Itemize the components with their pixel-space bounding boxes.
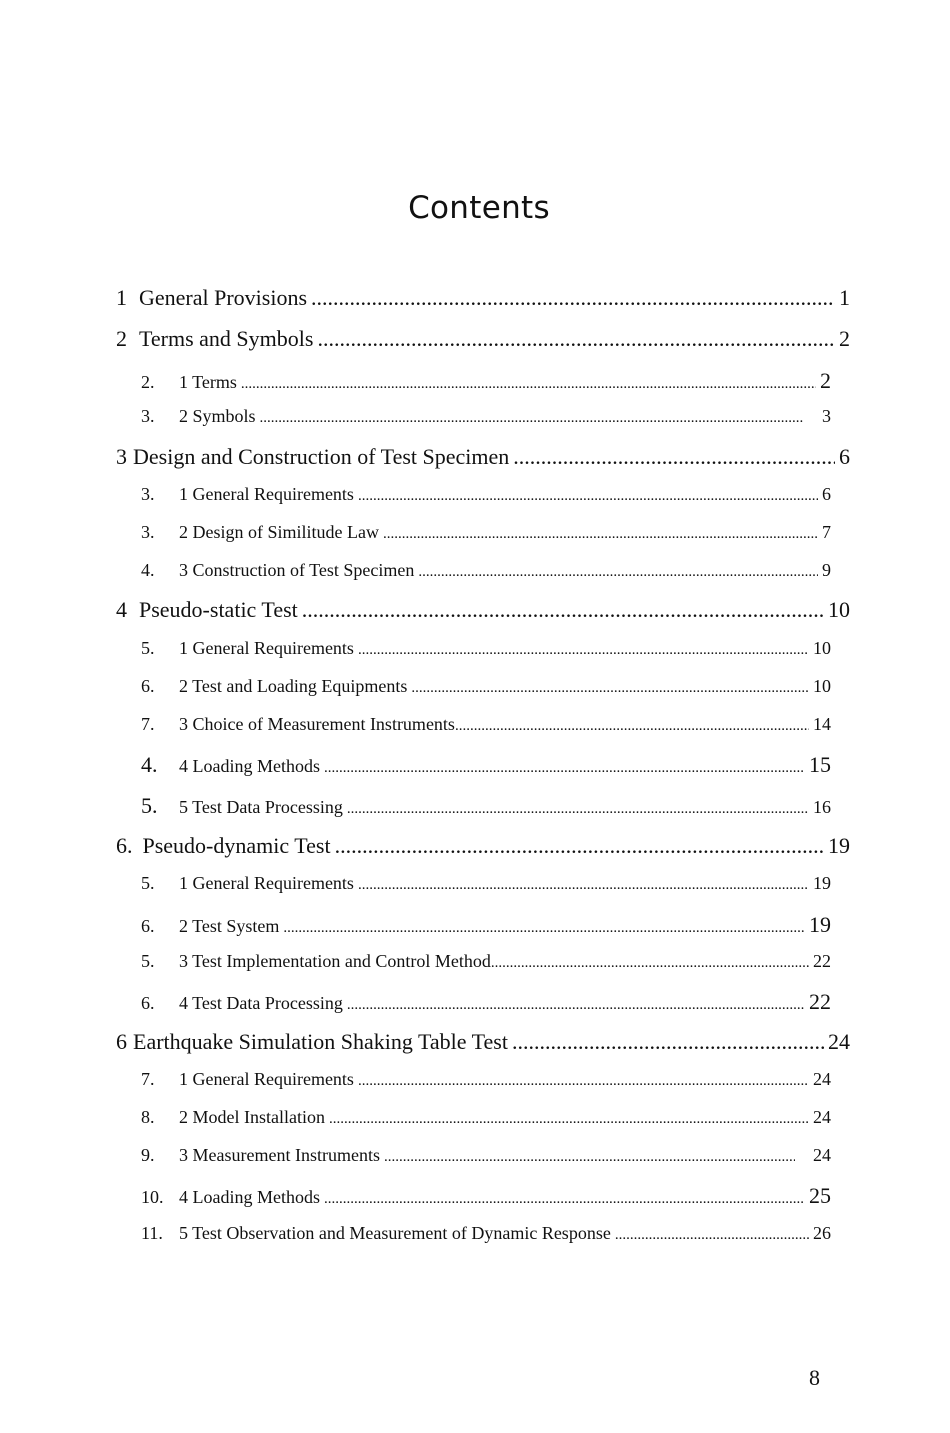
toc-leader-dots: [418, 564, 818, 581]
toc-entry[interactable]: [116, 285, 850, 319]
toc-leader-dots: [513, 444, 835, 470]
toc-entry-page: 24: [813, 1107, 831, 1127]
toc-entry-label: Earthquake Simulation Shaking Table Test: [133, 1029, 508, 1054]
toc-entry-page: 7: [822, 522, 831, 542]
toc-entry-number: 5.: [141, 793, 158, 818]
toc-leader-dots: [324, 1191, 805, 1208]
toc-entry-number: 4.: [141, 560, 155, 580]
toc-entry-page: 24: [828, 1029, 850, 1054]
toc-entry[interactable]: [116, 326, 850, 360]
toc-entry-label: 3 Measurement Instruments: [179, 1145, 380, 1165]
toc-entry-page: 1: [839, 285, 850, 310]
toc-entry-number: 6.: [141, 676, 155, 696]
toc-entry-page: 9: [822, 560, 831, 580]
toc-entry-label: 2 Test and Loading Equipments: [179, 676, 408, 696]
toc-subentry[interactable]: [141, 1223, 831, 1253]
toc-entry-label: Design and Construction of Test Specimen: [133, 444, 510, 469]
toc-entry-page: 24: [813, 1145, 831, 1165]
toc-subentry[interactable]: [141, 638, 831, 668]
toc-subentry[interactable]: [141, 484, 831, 514]
toc-entry-label: 2 Symbols: [179, 406, 256, 426]
toc-entry-label: 2 Design of Similitude Law: [179, 522, 379, 542]
toc-entry-number: 5.: [141, 873, 155, 893]
toc-leader-dots: [384, 1149, 795, 1166]
toc-subentry[interactable]: [141, 522, 831, 552]
toc-subentry[interactable]: [141, 560, 831, 590]
toc-leader-dots: [491, 955, 809, 972]
toc-entry-label: Terms and Symbols: [139, 326, 314, 351]
toc-leader-dots: [317, 326, 835, 352]
toc-entry-number: 6.: [141, 916, 155, 936]
toc-entry-number: 4: [116, 597, 127, 622]
toc-subentry[interactable]: [141, 912, 831, 942]
toc-subentry[interactable]: [141, 989, 831, 1019]
toc-entry-page: 19: [813, 873, 831, 893]
toc-leader-dots: [411, 680, 809, 697]
toc-entry-number: 2.: [141, 372, 155, 392]
toc-entry-label: 3 Test Implementation and Control Method: [179, 951, 491, 971]
toc-entry-label: Pseudo-static Test: [139, 597, 298, 622]
toc-entry-page: 14: [813, 714, 831, 734]
toc-subentry[interactable]: [141, 1145, 831, 1175]
footer-page-number: 8: [809, 1365, 820, 1390]
toc-entry-number: 7.: [141, 714, 155, 734]
toc-leader-dots: [260, 410, 804, 427]
toc-entry-number: 11.: [141, 1223, 163, 1243]
toc-leader-dots: [455, 718, 809, 735]
toc-entry-label: 1 General Requirements: [179, 1069, 354, 1089]
toc-entry-number: 5.: [141, 951, 155, 971]
toc-leader-dots: [335, 833, 824, 859]
toc-leader-dots: [302, 597, 824, 623]
toc-leader-dots: [311, 285, 835, 311]
toc-leader-dots: [329, 1111, 809, 1128]
toc-entry-number: 10.: [141, 1187, 164, 1207]
toc-subentry[interactable]: [141, 368, 831, 398]
toc-entry-page: 2: [839, 326, 850, 351]
toc-entry-number: 3: [116, 444, 127, 469]
toc-entry-page: 10: [828, 597, 850, 622]
toc-entry-number: 4.: [141, 752, 158, 777]
toc-entry-page: 22: [809, 989, 831, 1014]
toc-entry-number: 6: [116, 1029, 127, 1054]
toc-entry-number: 2: [116, 326, 127, 351]
toc-leader-dots: [241, 376, 816, 393]
toc-subentry[interactable]: [141, 752, 831, 782]
toc-entry-page: 22: [813, 951, 831, 971]
toc-entry-page: 16: [813, 797, 831, 817]
toc-entry-number: 3.: [141, 406, 155, 426]
toc-entry-label: 3 Choice of Measurement Instruments: [179, 714, 455, 734]
toc-entry-page: 19: [809, 912, 831, 937]
toc-entry[interactable]: [116, 1029, 850, 1063]
toc-leader-dots: [358, 642, 809, 659]
toc-subentry[interactable]: [141, 1107, 831, 1137]
toc-leader-dots: [347, 801, 809, 818]
toc-entry-label: 5 Test Observation and Measurement of Dynamic Response: [179, 1223, 611, 1243]
toc-entry-number: 1: [116, 285, 127, 310]
toc-leader-dots: [283, 920, 805, 937]
toc-entry-number: 6.: [116, 833, 133, 858]
toc-entry[interactable]: [116, 444, 850, 478]
toc-entry-page: 3: [822, 406, 831, 426]
toc-entry-page: 6: [839, 444, 850, 469]
toc-entry-label: 5 Test Data Processing: [179, 797, 343, 817]
toc-leader-dots: [358, 488, 818, 505]
toc-subentry[interactable]: [141, 873, 831, 903]
toc-leader-dots: [324, 760, 805, 777]
toc-entry-label: 1 General Requirements: [179, 484, 354, 504]
toc-subentry[interactable]: [141, 714, 831, 744]
toc-entry-number: 7.: [141, 1069, 155, 1089]
toc-leader-dots: [383, 526, 818, 543]
toc-entry-label: 2 Model Installation: [179, 1107, 325, 1127]
toc-entry-label: 4 Loading Methods: [179, 1187, 320, 1207]
toc-entry-page: 10: [813, 676, 831, 696]
toc-entry-page: 10: [813, 638, 831, 658]
toc-entry[interactable]: [116, 833, 850, 867]
toc-entry-number: 6.: [141, 993, 155, 1013]
toc-entry-page: 6: [822, 484, 831, 504]
toc-entry-number: 3.: [141, 522, 155, 542]
toc-subentry[interactable]: [141, 676, 831, 706]
toc-entry-number: 9.: [141, 1145, 155, 1165]
toc-entry-label: 4 Loading Methods: [179, 756, 320, 776]
toc-entry-number: 3.: [141, 484, 155, 504]
toc-entry-number: 8.: [141, 1107, 155, 1127]
toc-subentry[interactable]: [141, 1069, 831, 1099]
toc-leader-dots: [347, 997, 805, 1014]
toc-subentry[interactable]: [141, 951, 831, 981]
toc-entry-page: 25: [809, 1183, 831, 1208]
toc-entry-label: 1 General Requirements: [179, 638, 354, 658]
toc-subentry[interactable]: [141, 793, 831, 823]
toc-entry[interactable]: [116, 597, 850, 631]
toc-entry-label: 1 Terms: [179, 372, 237, 392]
toc-leader-dots: [615, 1227, 809, 1244]
toc-entry-page: 2: [820, 368, 831, 393]
toc-entry-number: 5.: [141, 638, 155, 658]
toc-entry-label: General Provisions: [139, 285, 308, 310]
toc-entry-label: 2 Test System: [179, 916, 280, 936]
toc-leader-dots: [358, 877, 809, 894]
toc-entry-page: 24: [813, 1069, 831, 1089]
toc-subentry[interactable]: [141, 406, 831, 436]
toc-subentry[interactable]: [141, 1183, 831, 1213]
toc-entry-label: 3 Construction of Test Specimen: [179, 560, 415, 580]
toc-entry-label: 4 Test Data Processing: [179, 993, 343, 1013]
toc-entry-page: 26: [813, 1223, 831, 1243]
page-title: Contents: [408, 190, 550, 226]
toc-entry-label: Pseudo-dynamic Test: [142, 833, 331, 858]
toc-entry-page: 15: [809, 752, 831, 777]
toc-entry-page: 19: [828, 833, 850, 858]
toc-entry-label: 1 General Requirements: [179, 873, 354, 893]
toc-leader-dots: [512, 1029, 824, 1055]
toc-leader-dots: [358, 1073, 809, 1090]
